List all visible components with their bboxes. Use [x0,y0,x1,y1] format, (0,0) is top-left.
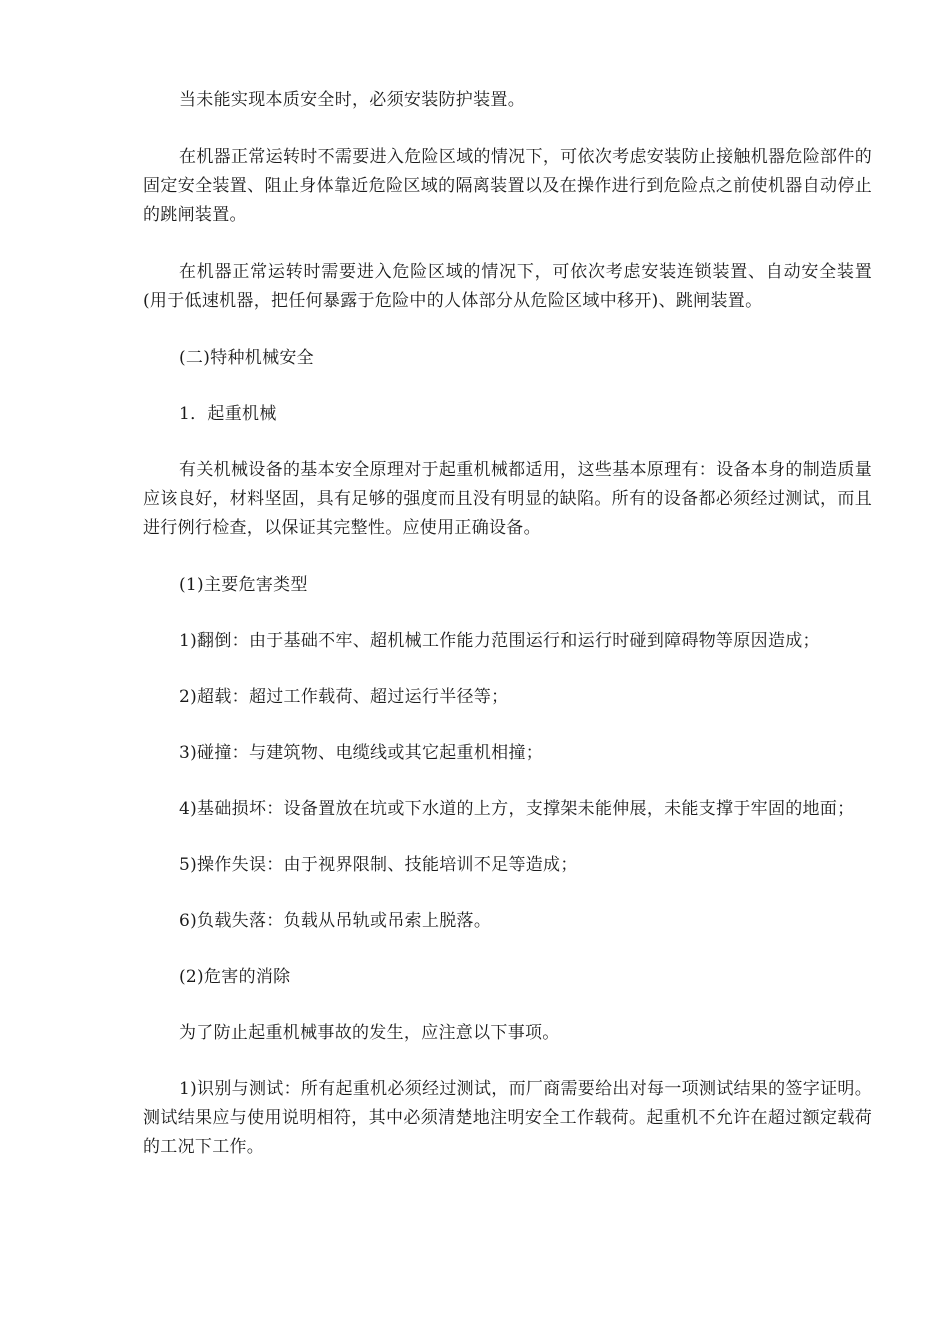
list-item-load-falling: 6)负载失落：负载从吊轨或吊索上脱落。 [179,911,492,931]
list-item-operation-error: 5)操作失误：由于视界限制、技能培训不足等造成； [179,855,578,875]
paragraph-protective-devices: 当未能实现本质安全时，必须安装防护装置。 [179,90,525,110]
paragraph-basic-safety-principles: 有关机械设备的基本安全原理对于起重机械都适用，这些基本原理有：设备本身的制造质量应该良好，材料坚固，具有足够的强度而且没有明显的缺陷。所有的设备都必须经过测试，而且进行例行检查，以保证其完整性。应使用正确设备。 [143,460,872,538]
heading-main-hazard-types: (1)主要危害类型 [179,575,308,595]
paragraph-no-entry-danger-zone: 在机器正常运转时不需要进入危险区域的情况下，可依次考虑安装防止接触机器危险部件的固定安全装置、阻止身体靠近危险区域的隔离装置以及在操作进行到危险点之前使机器自动停止的跳闸装置。 [143,147,872,225]
heading-hazard-elimination: (2)危害的消除 [179,967,291,987]
list-item-collision: 3)碰撞：与建筑物、电缆线或其它起重机相撞； [179,743,544,763]
subsection-heading-lifting-machinery: 1．起重机械 [179,404,277,424]
paragraph-precautions-intro: 为了防止起重机械事故的发生，应注意以下事项。 [179,1023,560,1043]
list-item-overturning: 1)翻倒：由于基础不牢、超机械工作能力范围运行和运行时碰到障碍物等原因造成； [179,631,820,651]
list-item-foundation-damage: 4)基础损坏：设备置放在坑或下水道的上方，支撑架未能伸展，未能支撑于牢固的地面； [179,799,855,819]
section-heading-special-machinery: (二)特种机械安全 [179,348,314,368]
paragraph-entry-danger-zone: 在机器正常运转时需要进入危险区域的情况下，可依次考虑安装连锁装置、自动安全装置(用于低速机器，把任何暴露于危险中的人体部分从危险区域中移开)、跳闸装置。 [143,262,872,311]
list-item-overload: 2)超载：超过工作载荷、超过运行半径等； [179,687,509,707]
list-item-identification-testing: 1)识别与测试：所有起重机必须经过测试，而厂商需要给出对每一项测试结果的签字证明。测试结果应与使用说明相符，其中必须清楚地注明安全工作载荷。起重机不允许在超过额定载荷的工况下工作。 [143,1079,872,1157]
